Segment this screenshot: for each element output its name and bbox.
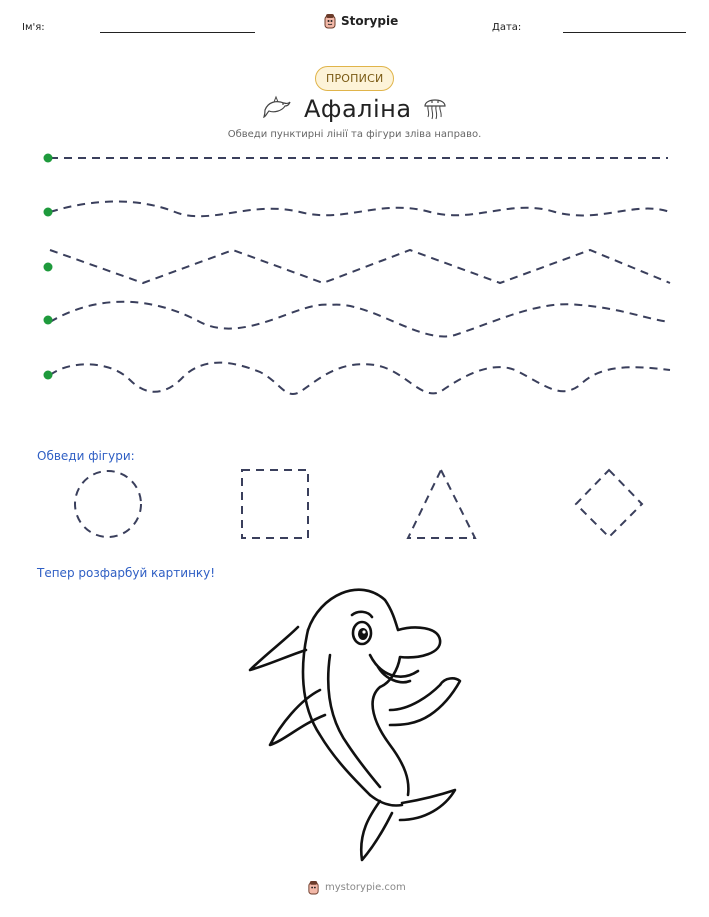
- name-field[interactable]: [100, 32, 255, 33]
- coloring-heading: Тепер розфарбуй картинку!: [37, 566, 216, 580]
- start-dot: [44, 154, 53, 163]
- date-field[interactable]: [563, 32, 686, 33]
- page-title: Афаліна: [304, 95, 412, 123]
- footer-site-link[interactable]: mystorypie.com: [325, 882, 406, 893]
- brand-name: Storypie: [341, 14, 399, 28]
- name-label: Ім'я:: [22, 22, 45, 33]
- dolphin-icon: [262, 92, 292, 122]
- triangle-shape: [408, 470, 475, 538]
- start-dot: [44, 371, 53, 380]
- start-dot: [44, 263, 53, 272]
- tracing-lines: [0, 140, 709, 400]
- tracing-shapes: [0, 462, 709, 548]
- worksheet-badge: ПРОПИСИ: [315, 66, 394, 91]
- tracing-line-smooth-bumps: [50, 363, 670, 394]
- tracing-line-gentle-wave: [50, 202, 670, 217]
- brand-logo: [323, 13, 398, 29]
- shapes-heading: Обведи фігури:: [37, 449, 135, 463]
- storypie-logo-icon: [307, 880, 320, 895]
- start-dot: [44, 208, 53, 217]
- instructions-text: Обведи пунктирні лінії та фігури зліва направо.: [227, 129, 482, 140]
- start-dot: [44, 316, 53, 325]
- jellyfish-icon: [420, 92, 450, 122]
- footer: [307, 880, 406, 895]
- storypie-logo-icon: [323, 13, 337, 29]
- date-label: Дата:: [492, 22, 522, 33]
- tracing-line-wave: [50, 302, 670, 337]
- dolphin-coloring-illustration: [230, 575, 480, 867]
- tracing-line-zigzag: [50, 250, 670, 283]
- circle-shape: [75, 471, 141, 537]
- square-shape: [242, 470, 308, 538]
- diamond-shape: [576, 470, 642, 537]
